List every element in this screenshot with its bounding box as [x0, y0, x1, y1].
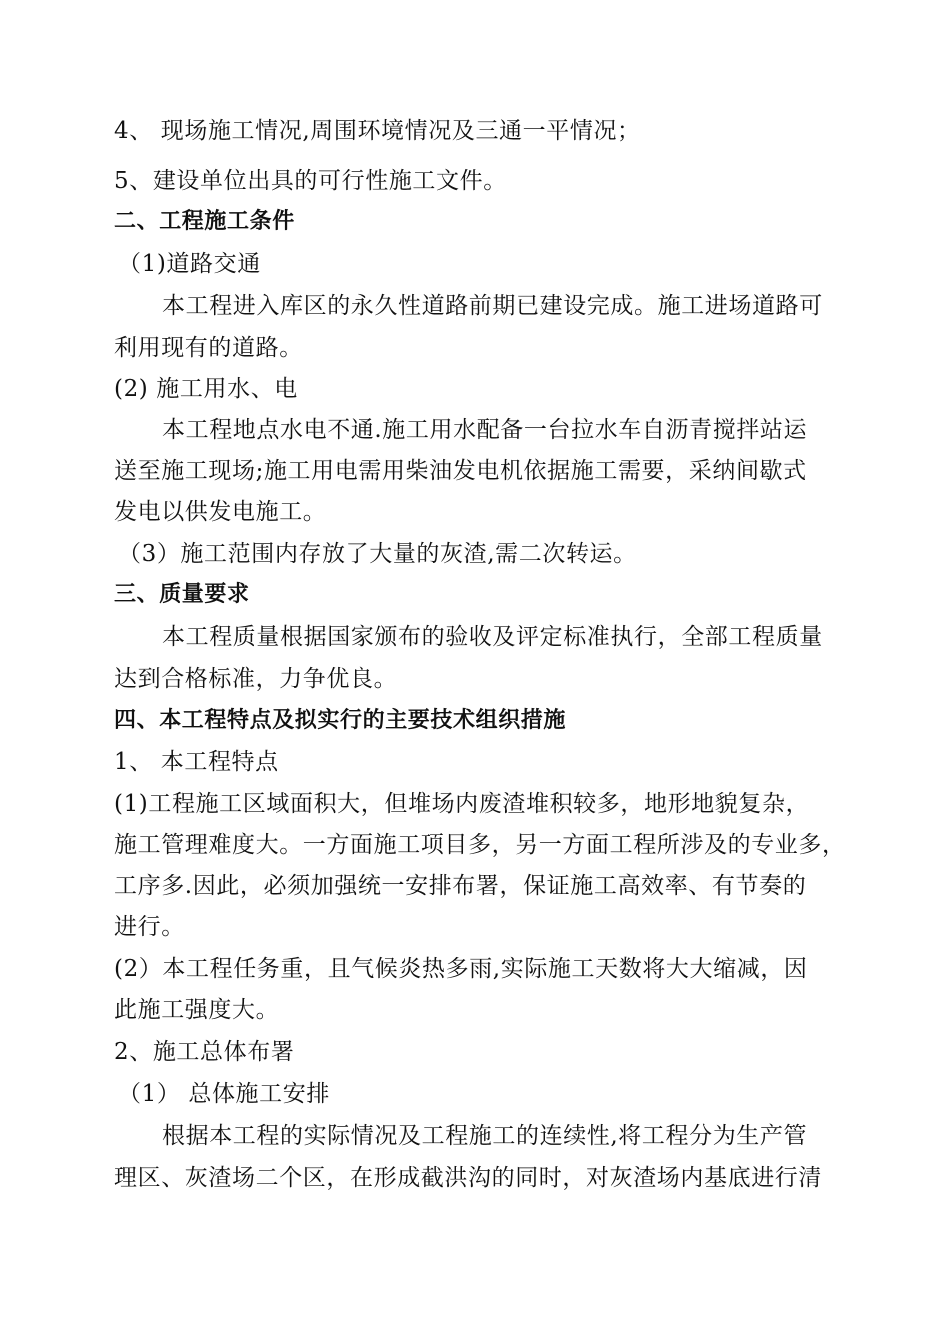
paragraph-line: 此施工强度大。 — [114, 997, 280, 1023]
paragraph-line: 送至施工现场;施工用电需用柴油发电机依据施工需要，采纳间歇式 — [114, 458, 807, 484]
paragraph-line: 施工管理难度大。一方面施工项目多，另一方面工程所涉及的专业多， — [114, 832, 846, 858]
paragraph-line: 达到合格标准，力争优良。 — [114, 666, 398, 692]
subheading-overall-arrangement: （1） 总体施工安排 — [118, 1081, 330, 1107]
subheading-overall-layout: 2、施工总体布署 — [114, 1039, 295, 1065]
paragraph-line: 根据本工程的实际情况及工程施工的连续性,将工程分为生产管 — [162, 1123, 808, 1149]
paragraph-line: 本工程质量根据国家颁布的验收及评定标准执行，全部工程质量 — [162, 624, 823, 650]
paragraph-line: 进行。 — [114, 914, 185, 940]
list-item-4: 4、 现场施工情况,周围环境情况及三通一平情况； — [114, 118, 641, 144]
section-heading-4: 四、本工程特点及拟实行的主要技术组织措施 — [114, 708, 567, 733]
paragraph-line: 本工程地点水电不通.施工用水配备一台拉水车自沥青搅拌站运 — [162, 417, 808, 443]
paragraph-line: 利用现有的道路。 — [114, 335, 303, 361]
paragraph-line: 发电以供发电施工。 — [114, 499, 327, 525]
section-heading-2: 二、工程施工条件 — [114, 209, 295, 234]
paragraph-line: 理区、灰渣场二个区，在形成截洪沟的同时，对灰渣场内基底进行清 — [114, 1165, 822, 1191]
subheading-project-features: 1、 本工程特点 — [114, 749, 279, 775]
paragraph-line: (1)工程施工区域面积大，但堆场内废渣堆积较多，地形地貌复杂， — [114, 791, 810, 817]
subheading-water-power: (2) 施工用水、电 — [114, 376, 298, 402]
paragraph-line: (2）本工程任务重，且气候炎热多雨,实际施工天数将大大缩减，因 — [114, 956, 808, 982]
section-heading-3: 三、质量要求 — [114, 582, 250, 607]
paragraph-line: 本工程进入库区的永久性道路前期已建设完成。施工进场道路可 — [162, 293, 823, 319]
list-item-5: 5、建设单位出具的可行性施工文件。 — [114, 168, 507, 194]
paragraph-line: 工序多.因此，必须加强统一安排布署，保证施工高效率、有节奏的 — [114, 873, 807, 899]
subheading-ash-residue: （3）施工范围内存放了大量的灰渣,需二次转运。 — [118, 541, 637, 567]
subheading-road-traffic: （1)道路交通 — [118, 251, 261, 277]
